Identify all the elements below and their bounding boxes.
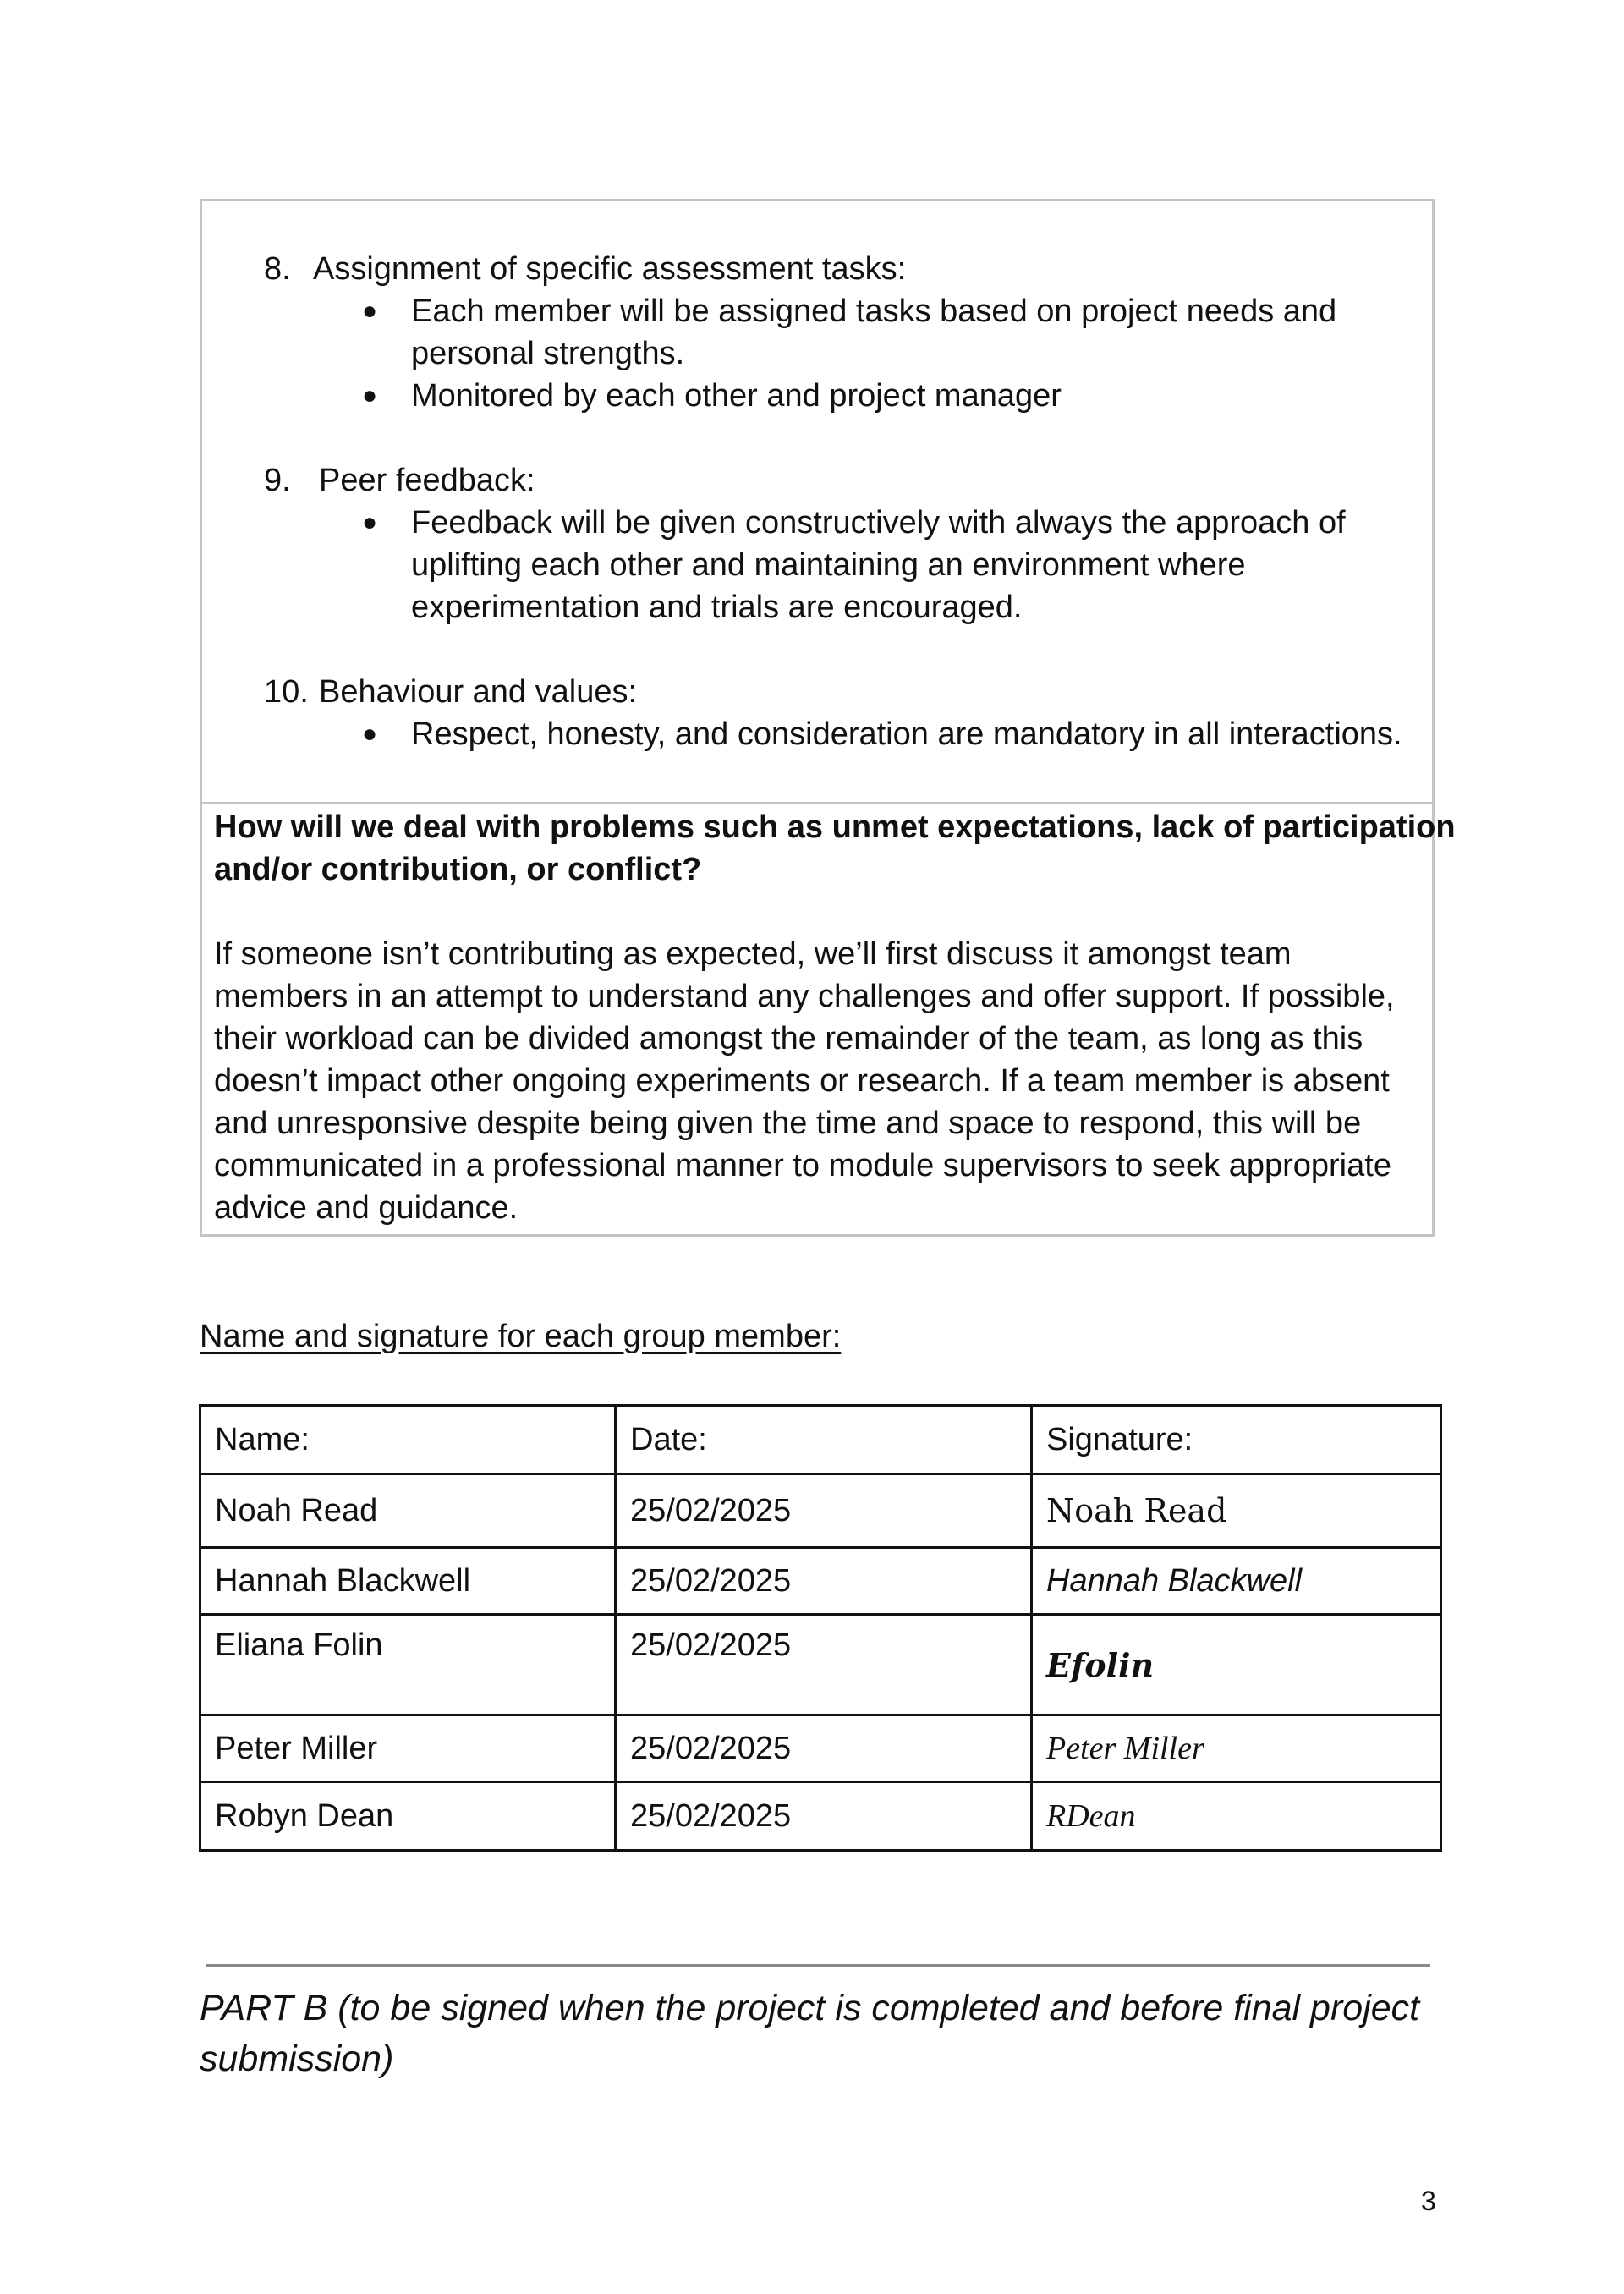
bullet-icon: ● [362,297,378,325]
member-date: 25/02/2025 [616,1474,1032,1548]
member-date: 25/02/2025 [616,1782,1032,1851]
item-8-number: 8. [264,251,291,287]
problems-cell [202,804,1456,1234]
item-9-bullet-1-line-3: experimentation and trials are encouraged. [411,590,1023,625]
item-10-number: 10. [264,674,309,710]
member-date: 25/02/2025 [616,1548,1032,1615]
problems-answer-line-1: If someone isn’t contributing as expected, we’ll first discuss it amongst team [214,936,1292,972]
member-name: Robyn Dean [200,1782,616,1851]
item-9-bullet-1-line-2: uplifting each other and maintaining an environment where [411,547,1246,583]
member-name: Hannah Blackwell [200,1548,616,1615]
part-b-heading-line-1: PART B (to be signed when the project is completed and before final project [200,1988,1420,2028]
member-signature: RDean [1032,1782,1441,1851]
problems-answer-line-4: doesn’t impact other ongoing experiments or research. If a team member is absent [214,1063,1390,1099]
problems-answer-line-6: communicated in a professional manner to module supervisors to seek appropriate [214,1148,1391,1183]
page-number: 3 [1421,2186,1436,2216]
problems-answer-line-7: advice and guidance. [214,1190,518,1226]
column-header-name: Name: [200,1406,616,1474]
bullet-icon: ● [362,381,378,409]
agreement-table [200,199,1456,1237]
problems-answer-line-3: their workload can be divided amongst the remainder of the team, as long as this [214,1021,1363,1056]
member-name: Peter Miller [200,1715,616,1782]
horizontal-divider [206,1964,1430,1967]
column-header-date: Date: [616,1406,1032,1474]
item-9-title: Peer feedback: [319,463,535,498]
member-date: 25/02/2025 [616,1615,1032,1715]
item-10-title: Behaviour and values: [319,674,638,710]
signature-section-heading: Name and signature for each group member: [200,1319,842,1354]
member-signature: Noah Read [1032,1474,1441,1548]
table-row [200,1782,1441,1851]
item-8-bullet-2-line-1: Monitored by each other and project manager [411,378,1062,414]
problems-answer-line-5: and unresponsive despite being given the time and space to respond, this will be [214,1106,1362,1141]
member-name: Eliana Folin [200,1615,616,1715]
table-row [200,1715,1441,1782]
member-date: 25/02/2025 [616,1715,1032,1782]
member-signature: Peter Miller [1032,1715,1441,1782]
item-8-bullet-1-line-1: Each member will be assigned tasks based on project needs and [411,294,1337,329]
member-signature-table [199,1404,1442,1852]
item-9-bullet-1-line-1: Feedback will be given constructively with always the approach of [411,505,1346,541]
part-b-heading [200,1983,1435,2084]
table-header-row [200,1406,1441,1474]
agreement-items-cell [202,201,1432,804]
bullet-icon: ● [362,508,378,536]
member-name: Noah Read [200,1474,616,1548]
item-8-title: Assignment of specific assessment tasks: [313,251,907,287]
item-10-bullet-1-line-1: Respect, honesty, and consideration are mandatory in all interactions. [411,716,1402,752]
table-row [200,1615,1441,1715]
member-signature: Hannah Blackwell [1032,1548,1441,1615]
problems-question-line-1: How will we deal with problems such as unmet expectations, lack of participation [214,809,1456,845]
bullet-icon: ● [362,720,378,748]
problems-question-line-2: and/or contribution, or conflict? [214,852,702,887]
item-8-bullet-1-line-2: personal strengths. [411,336,685,371]
column-header-signature: Signature: [1032,1406,1441,1474]
item-9-number: 9. [264,463,291,498]
member-signature: Efolin [1032,1615,1441,1715]
part-b-heading-line-2: submission) [200,2039,394,2079]
table-row [200,1548,1441,1615]
problems-answer-line-2: members in an attempt to understand any challenges and offer support. If possible, [214,979,1395,1014]
table-row [200,1474,1441,1548]
